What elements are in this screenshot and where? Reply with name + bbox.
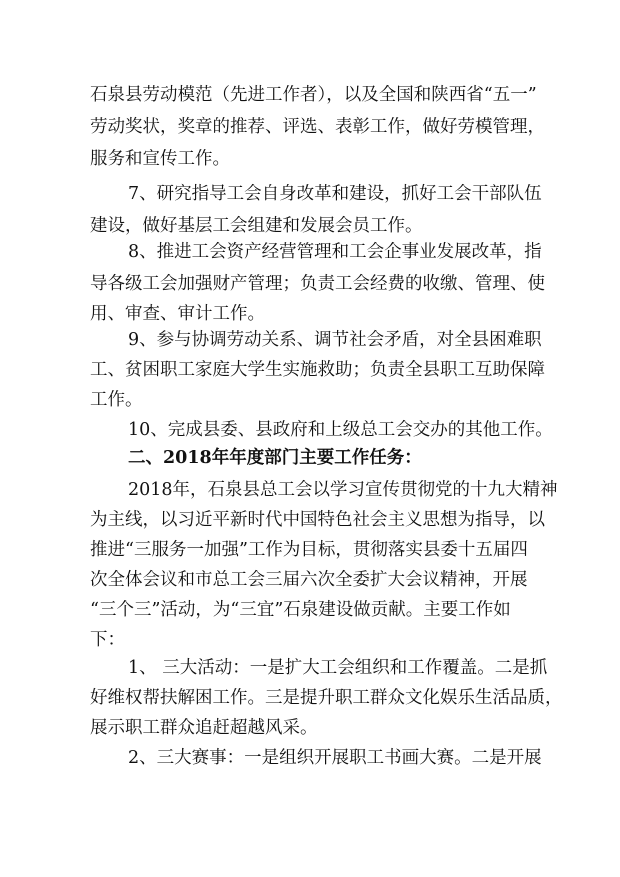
- paragraph-line: 7、研究指导工会自身改革和建设，抓好工会干部队伍: [128, 184, 542, 204]
- paragraph-line: 推进“三服务一加强”工作为目标，贯彻落实县委十五届四: [90, 540, 528, 560]
- paragraph-line: 服务和宣传工作。: [90, 149, 230, 169]
- paragraph-line: 展示职工群众追赶超越风采。: [90, 718, 318, 738]
- paragraph-line: 10、完成县委、县政府和上级总工会交办的其他工作。: [128, 420, 553, 440]
- paragraph-line: 2、三大赛事：一是组织开展职工书画大赛。二是开展: [128, 748, 542, 768]
- paragraph-line: 好维权帮扶解困工作。三是提升职工群众文化娱乐生活品质，: [90, 688, 563, 708]
- paragraph-line: 次全体会议和市总工会三届六次全委扩大会议精神，开展: [90, 570, 528, 590]
- paragraph-line: 用、审查、审计工作。: [90, 304, 265, 324]
- paragraph-line: 工、贫困职工家庭大学生实施救助；负责全县职工互助保障: [90, 360, 545, 380]
- paragraph-line: 下：: [90, 630, 125, 650]
- paragraph-line: 石泉县劳动模范（先进工作者），以及全国和陕西省“五一”: [90, 85, 537, 105]
- paragraph-line: 工作。: [90, 390, 143, 410]
- section-heading: 二、2018年年度部门主要工作任务：: [128, 448, 422, 468]
- paragraph-line: 导各级工会加强财产管理；负责工会经费的收缴、管理、使: [90, 274, 545, 294]
- paragraph-line: 建设，做好基层工会组建和发展会员工作。: [90, 216, 423, 236]
- paragraph-line: “三个三”活动，为“三宜”石泉建设做贡献。主要工作如: [90, 600, 511, 620]
- paragraph-line: 1、 三大活动：一是扩大工会组织和工作覆盖。二是抓: [128, 658, 548, 678]
- paragraph-line: 9、参与协调劳动关系、调节社会矛盾，对全县困难职: [128, 330, 542, 350]
- paragraph-line: 为主线，以习近平新时代中国特色社会主义思想为指导，以: [90, 510, 545, 530]
- paragraph-line: 劳动奖状，奖章的推荐、评选、表彰工作，做好劳模管理，: [90, 117, 545, 137]
- paragraph-line: 2018年，石泉县总工会以学习宣传贯彻党的十九大精神: [128, 480, 558, 500]
- paragraph-line: 8、推进工会资产经营管理和工会企事业发展改革，指: [128, 242, 542, 262]
